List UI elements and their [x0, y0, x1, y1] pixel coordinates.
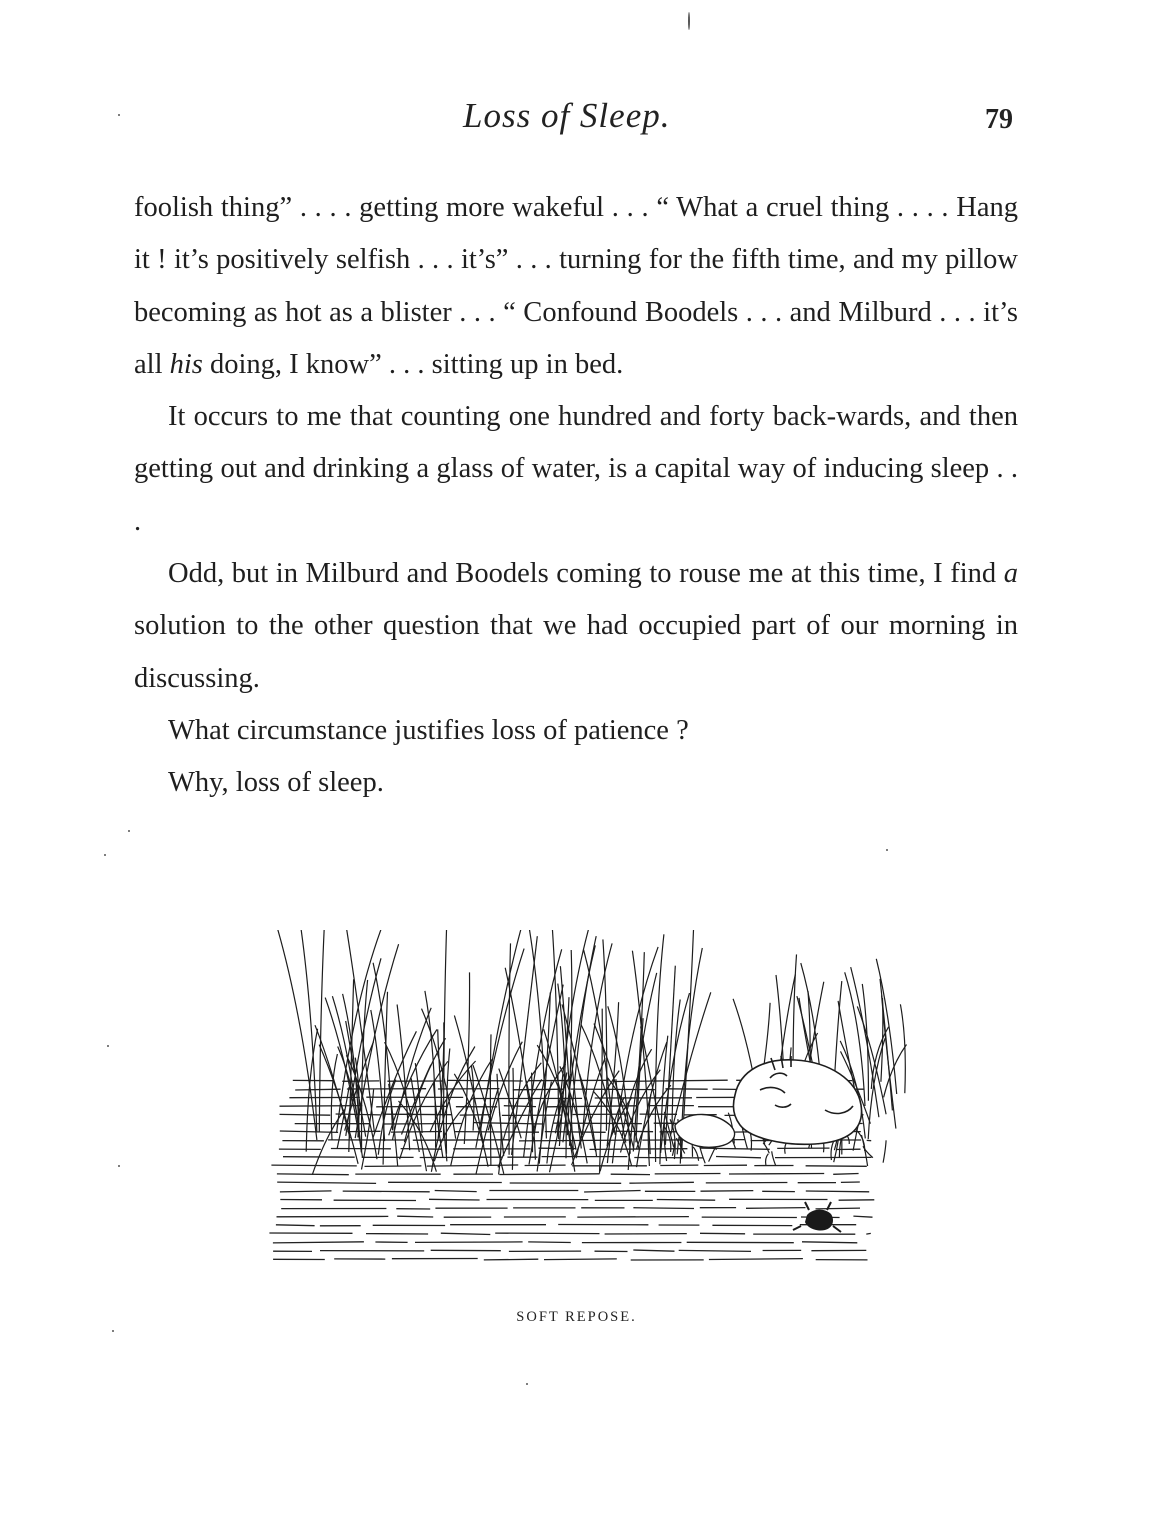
water-line	[277, 1174, 859, 1175]
paragraph-1	[134, 182, 1018, 391]
reed-blade	[454, 1074, 488, 1167]
page-number: 79	[985, 104, 1013, 135]
paper-speck	[886, 849, 888, 851]
reed-blade	[399, 1101, 437, 1172]
reed-blade	[319, 930, 325, 1132]
paper-speck	[107, 1045, 109, 1047]
paper-speck	[526, 1383, 528, 1385]
running-title: Loss of Sleep.	[463, 96, 671, 135]
paragraph-5: Why, loss of sleep.	[168, 767, 384, 799]
paper-speck	[112, 1330, 114, 1332]
water-line	[277, 1182, 860, 1183]
reed-blade	[277, 930, 317, 1140]
paragraph-2: It occurs to me that counting one hundred and forty back-wards, and then getting out and drinking a glass of water, is a capital way of inducing sleep . . .	[134, 401, 1018, 537]
water-line	[276, 1225, 856, 1226]
paper-speck	[128, 830, 130, 832]
reed-blade	[883, 1140, 886, 1162]
water-line	[273, 1242, 857, 1243]
sleeping-head	[733, 1056, 861, 1144]
paragraph-3	[134, 548, 1018, 705]
water-line	[273, 1259, 867, 1261]
paragraph-1-part-a: foolish thing” . . . . getting more wakeful . . . “ What a cruel thing . . . . Hang it ! it’s positively selfish . . . it’s” . . . turning for the fifth time, and my pillow becoming as hot as a blister . . . “ Confound Boodels . . . and Milburd . . . it’s all	[134, 192, 1018, 380]
body-text	[134, 182, 1018, 810]
shoulder	[675, 1114, 735, 1147]
reed-blade	[766, 1154, 769, 1166]
water-line	[269, 1233, 870, 1235]
reed-blade	[693, 1147, 698, 1161]
water-line	[271, 1165, 866, 1166]
paragraph-3-part-a: Odd, but in Milburd and Boodels coming to rouse me at this time, I find	[168, 558, 1004, 590]
reed-blade	[512, 1068, 513, 1170]
paragraph-4: What circumstance justifies loss of patience ?	[168, 714, 689, 746]
paragraph-3-part-b: solution to the other question that we had occupied part of our morning in discussing.	[134, 610, 1018, 694]
water-line	[281, 1208, 860, 1209]
reed-blade	[383, 992, 387, 1165]
reed-blade	[900, 1004, 905, 1093]
page-header	[0, 96, 1153, 146]
paper-speck	[118, 1165, 120, 1167]
paper-speck	[688, 12, 690, 30]
water-line	[273, 1250, 866, 1252]
paragraph-1-part-b: doing, I know” . . . sitting up in bed.	[202, 348, 624, 380]
water-line	[280, 1191, 869, 1193]
reed-blade	[880, 979, 892, 1111]
paragraph-1-emphasis: his	[169, 348, 203, 380]
figure-caption: SOFT REPOSE.	[516, 1309, 637, 1325]
soft-repose-illustration	[235, 930, 925, 1290]
water-line	[280, 1199, 874, 1200]
reed-blade	[655, 934, 663, 1162]
paper-speck	[118, 114, 120, 116]
reed-blade	[772, 1151, 776, 1166]
reed-blade	[763, 1143, 769, 1154]
paragraph-3-emphasis: a	[1003, 558, 1018, 590]
water-line	[283, 1157, 872, 1158]
reed-blade	[490, 1034, 491, 1165]
reed-blade	[876, 959, 896, 1094]
water-line	[279, 1148, 861, 1149]
reed-blade	[633, 952, 644, 1151]
paper-speck	[104, 854, 106, 856]
reed-blade	[665, 966, 675, 1145]
water-line	[277, 1216, 873, 1217]
reed-blade	[671, 992, 711, 1134]
reed-blade	[451, 1059, 492, 1165]
